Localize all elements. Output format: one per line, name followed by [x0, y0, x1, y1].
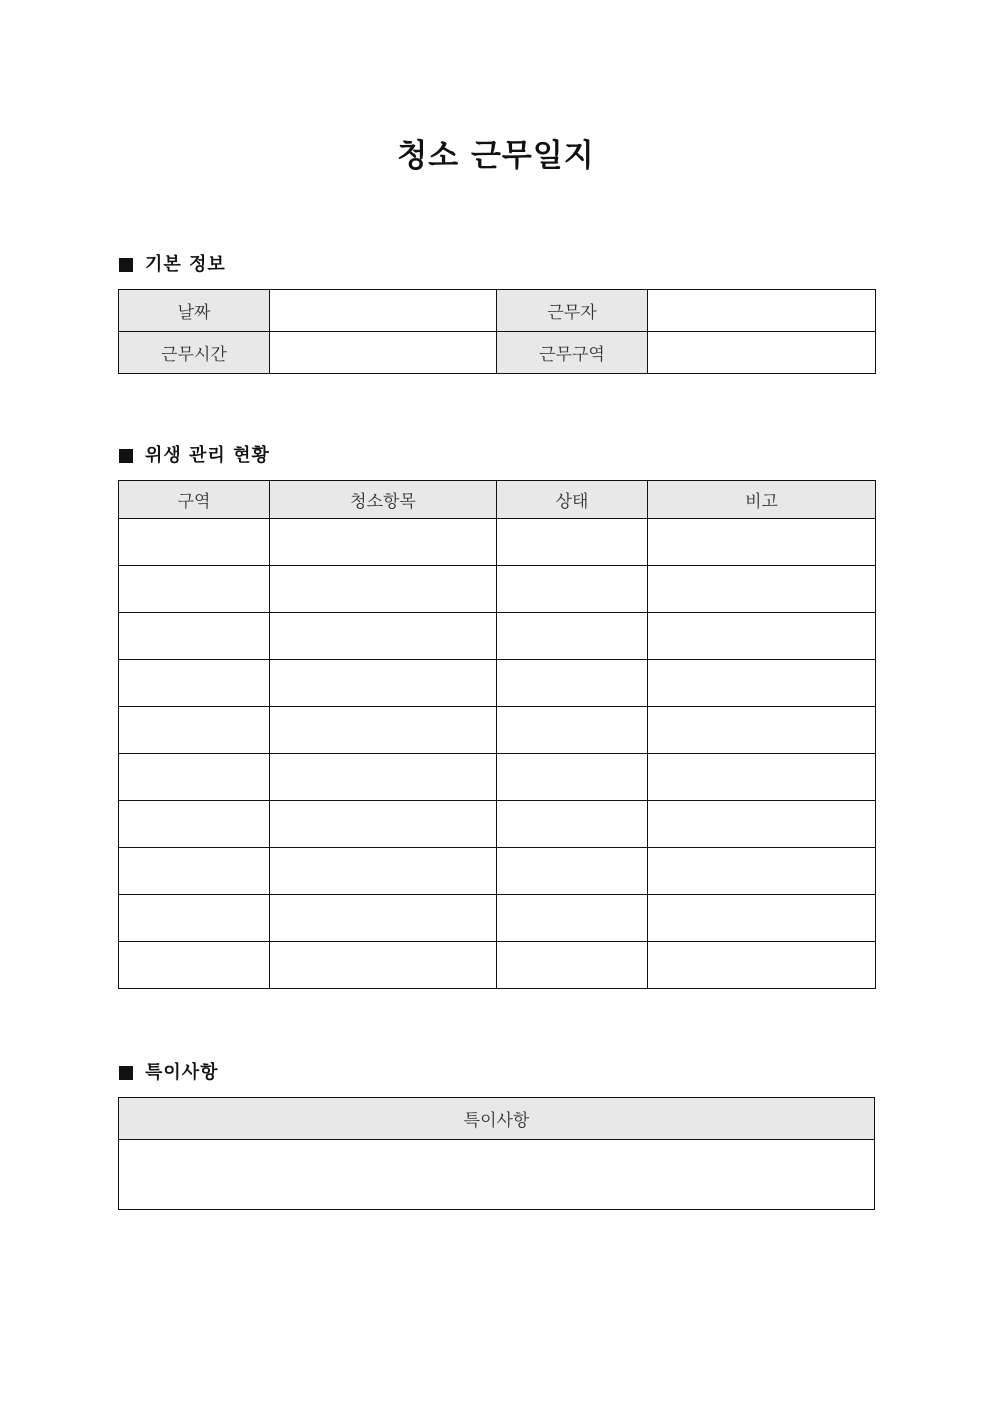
area-field[interactable]: [119, 613, 270, 660]
square-bullet-icon: [119, 258, 133, 272]
cleaning-item-field[interactable]: [270, 895, 497, 942]
table-row: [119, 290, 876, 332]
page-title: 청소 근무일지: [397, 138, 595, 174]
section-heading-basic-info: [119, 252, 226, 278]
remarks-field[interactable]: [648, 566, 876, 613]
remarks-field[interactable]: [648, 613, 876, 660]
table-row: [119, 1140, 875, 1210]
remarks-field[interactable]: [648, 519, 876, 566]
section-heading-hygiene: [119, 443, 270, 469]
area-field[interactable]: [119, 566, 270, 613]
area-field[interactable]: [119, 801, 270, 848]
section-heading-label: 위생 관리 현황: [145, 445, 270, 466]
column-header-status: 상태: [497, 481, 648, 519]
worker-label: 근무자: [497, 290, 648, 332]
section-heading-notes: [119, 1060, 219, 1086]
work-hours-label: 근무시간: [119, 332, 270, 374]
table-row: [119, 848, 876, 895]
cleaning-item-field[interactable]: [270, 942, 497, 989]
area-field[interactable]: [119, 848, 270, 895]
table-row: [119, 613, 876, 660]
area-field[interactable]: [119, 895, 270, 942]
cleaning-item-field[interactable]: [270, 613, 497, 660]
status-field[interactable]: [497, 519, 648, 566]
cleaning-item-field[interactable]: [270, 707, 497, 754]
cleaning-item-field[interactable]: [270, 754, 497, 801]
table-row: [119, 942, 876, 989]
area-field[interactable]: [119, 660, 270, 707]
status-field[interactable]: [497, 942, 648, 989]
table-row: [119, 754, 876, 801]
work-area-field[interactable]: [648, 332, 876, 374]
cleaning-item-field[interactable]: [270, 566, 497, 613]
work-hours-field[interactable]: [270, 332, 497, 374]
area-field[interactable]: [119, 942, 270, 989]
basic-info-table: [118, 289, 876, 374]
hygiene-table-body: [119, 519, 876, 989]
remarks-field[interactable]: [648, 895, 876, 942]
column-header-cleaning-item: 청소항목: [270, 481, 497, 519]
worker-field[interactable]: [648, 290, 876, 332]
column-header-remarks: 비고: [648, 481, 876, 519]
status-field[interactable]: [497, 707, 648, 754]
table-row: [119, 707, 876, 754]
date-label: 날짜: [119, 290, 270, 332]
cleaning-item-field[interactable]: [270, 848, 497, 895]
status-field[interactable]: [497, 754, 648, 801]
section-heading-label: 특이사항: [145, 1062, 219, 1083]
square-bullet-icon: [119, 449, 133, 463]
area-field[interactable]: [119, 707, 270, 754]
table-row: [119, 519, 876, 566]
notes-table: [118, 1097, 875, 1210]
cleaning-item-field[interactable]: [270, 660, 497, 707]
cleaning-item-field[interactable]: [270, 519, 497, 566]
status-field[interactable]: [497, 895, 648, 942]
section-heading-label: 기본 정보: [145, 254, 226, 275]
hygiene-table: [118, 480, 876, 989]
status-field[interactable]: [497, 613, 648, 660]
area-field[interactable]: [119, 754, 270, 801]
cleaning-item-field[interactable]: [270, 801, 497, 848]
column-header-area: 구역: [119, 481, 270, 519]
remarks-field[interactable]: [648, 942, 876, 989]
status-field[interactable]: [497, 801, 648, 848]
area-field[interactable]: [119, 519, 270, 566]
table-row: [119, 801, 876, 848]
table-header-row: [119, 1098, 875, 1140]
remarks-field[interactable]: [648, 801, 876, 848]
table-row: [119, 895, 876, 942]
column-header-notes: 특이사항: [119, 1098, 875, 1140]
remarks-field[interactable]: [648, 707, 876, 754]
remarks-field[interactable]: [648, 754, 876, 801]
status-field[interactable]: [497, 660, 648, 707]
remarks-field[interactable]: [648, 848, 876, 895]
table-row: [119, 660, 876, 707]
table-row: [119, 332, 876, 374]
date-field[interactable]: [270, 290, 497, 332]
square-bullet-icon: [119, 1066, 133, 1080]
table-header-row: [119, 481, 876, 519]
status-field[interactable]: [497, 848, 648, 895]
remarks-field[interactable]: [648, 660, 876, 707]
notes-field[interactable]: [119, 1140, 875, 1210]
table-row: [119, 566, 876, 613]
work-area-label: 근무구역: [497, 332, 648, 374]
status-field[interactable]: [497, 566, 648, 613]
